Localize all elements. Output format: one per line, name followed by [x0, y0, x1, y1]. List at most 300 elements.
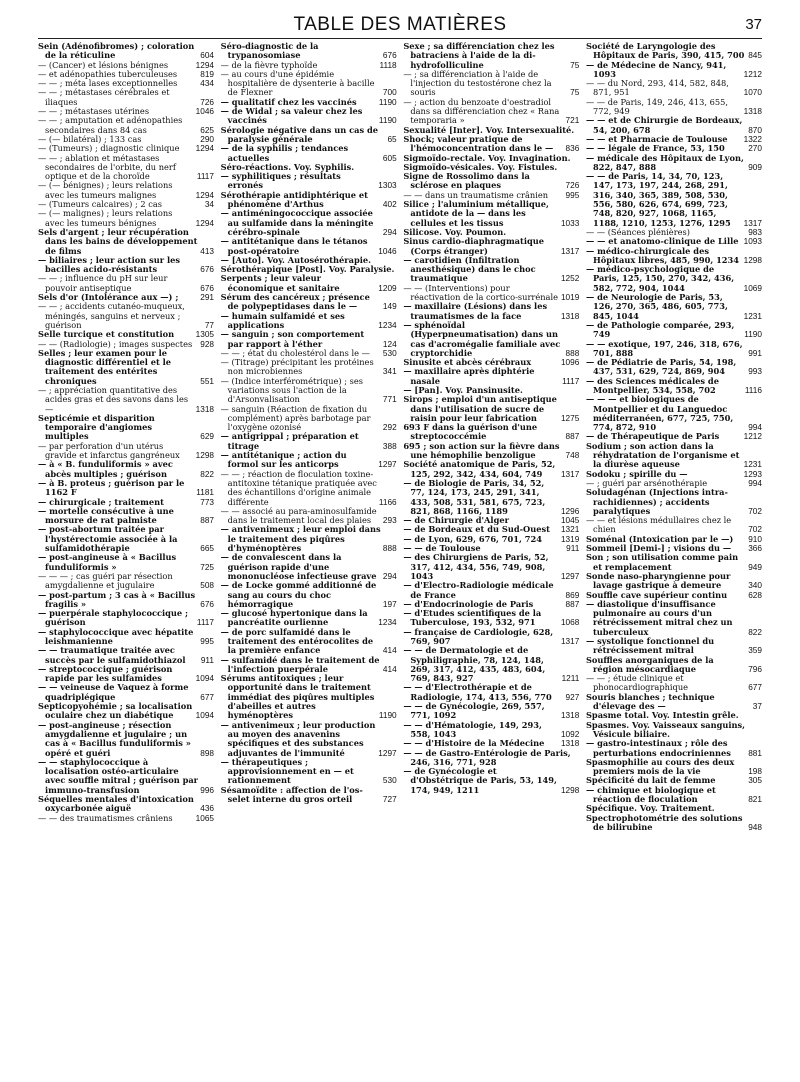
- index-entry: [221, 349, 397, 358]
- index-entry-page: 819: [200, 69, 214, 79]
- index-entry: [403, 302, 579, 321]
- index-entry: [403, 98, 579, 126]
- index-entry: [586, 432, 762, 441]
- index-entry-text: Sésamoïdite : affection de l'os-selet interne du gros orteil: [220, 785, 363, 805]
- index-entry-page: 1190: [378, 116, 397, 126]
- index-entry-page: 994: [748, 478, 762, 488]
- index-entry-page: 1294: [195, 218, 214, 228]
- index-entry-text: — ; action du benzoate d'oestradiol dans sa différenciation chez « Rana temporaria »: [403, 97, 560, 126]
- index-entry: [221, 274, 397, 293]
- index-entry: [586, 721, 762, 740]
- index-entry: [403, 749, 579, 768]
- index-entry: [221, 721, 397, 758]
- index-entry-text: Sein (Adénofibromes) ; coloration de la réticuline: [38, 42, 195, 61]
- index-entry: [586, 516, 762, 535]
- index-entry: [221, 126, 397, 145]
- index-entry: [38, 414, 214, 442]
- index-entry-page: 270: [748, 144, 762, 154]
- index-entry-text: — — et anatomo-clinique de Lille: [585, 237, 739, 247]
- index-entry: [403, 70, 579, 98]
- index-column-3: [403, 42, 579, 1074]
- index-entry-page: 1298: [560, 785, 580, 795]
- index-entry: [403, 135, 579, 154]
- index-entry-text: Serpents ; leur valeur économique et sanitaire: [220, 274, 340, 293]
- index-entry-text: — puerpérale staphylococcique ; guérison: [38, 609, 189, 628]
- index-entry: [38, 683, 214, 702]
- index-entry-text: — antiméningococcique associée au sulfamide dans la méningite cérébro-spinale: [220, 209, 374, 237]
- index-entry-text: — médicale des Hôpitaux de Lyon, 822, 847, 888: [585, 153, 744, 172]
- index-entry: [38, 181, 214, 200]
- index-entry-text: Sirops ; emploi d'un antiseptique dans l'utilisation de sucre de raisin pour leur fabrication: [403, 395, 557, 423]
- index-entry: [38, 79, 214, 88]
- index-entry-text: — et adénopathies tuberculeuses: [38, 69, 178, 79]
- index-entry: [586, 814, 762, 833]
- index-entry: [38, 525, 214, 553]
- index-entry-text: — post-abortum traitée par l'hystérectomie associée à la sulfamidothérapie: [38, 525, 178, 554]
- index-entry-text: — — de Dermatologie et de Syphiligraphie, 78, 124, 148, 269, 317, 412, 435, 483, 604, 769, 843, 927: [403, 646, 546, 684]
- index-entry: [221, 163, 397, 172]
- index-entry-page: 995: [200, 637, 214, 646]
- index-entry-page: 1305: [195, 330, 214, 340]
- index-entry-page: 676: [200, 265, 214, 275]
- index-entry-text: — antitétanique dans le tétanos post-opératoire: [220, 237, 368, 256]
- index-entry-page: 530: [382, 776, 397, 786]
- index-entry-page: 198: [748, 767, 762, 777]
- index-entry-text: 693 F dans la guérison d'une streptococcémie: [403, 423, 538, 442]
- index-entry: [586, 237, 762, 246]
- index-entry-text: — — — et biologiques de Montpellier et du Languedoc méditerranéen, 677, 725, 750, 774, 872, 910: [585, 395, 734, 433]
- index-entry-page: 1234: [378, 320, 397, 330]
- index-entry: [403, 609, 579, 628]
- index-entry: [586, 488, 762, 516]
- index-entry: [586, 135, 762, 144]
- index-entry-page: 1294: [195, 144, 214, 154]
- index-entry-text: — chimique et biologique et réaction de floculation: [585, 785, 716, 805]
- index-entry-text: Sérums antitoxiques ; leur opportunité dans le traitement immédiat des piqûres multiples d'abeilles et autres hyménoptères: [220, 674, 375, 721]
- index-entry-text: — syphilitiques ; résultats erronés: [220, 172, 341, 191]
- index-entry-text: — — des traumatismes crâniens: [38, 813, 173, 823]
- index-entry-text: — sanguin ; son comportement par rapport à l'éther: [220, 330, 365, 349]
- index-entry: [403, 367, 579, 386]
- index-entry-page: 727: [382, 795, 397, 805]
- index-entry: [403, 535, 579, 544]
- index-entry: [403, 126, 579, 135]
- index-entry-text: — — légale de France, 53, 150: [585, 144, 725, 154]
- index-entry: [221, 42, 397, 61]
- index-entry-text: Signe de Rossolimo dans la sclérose en plaques: [403, 172, 530, 191]
- index-entry-page: 1296: [560, 506, 580, 516]
- index-entry-page: 676: [200, 283, 214, 293]
- index-entry-page: 290: [200, 134, 214, 144]
- index-entry-page: 37: [752, 702, 762, 712]
- index-entry-page: 1317: [743, 218, 762, 228]
- index-entry: [38, 507, 214, 526]
- index-entry-text: — — dans un traumatisme crânien: [403, 190, 549, 200]
- index-entry-page: 721: [565, 116, 580, 126]
- index-entry-text: — antigrippal ; préparation et titrage: [220, 432, 359, 451]
- index-entry-text: — à « B. funduliformis » avec abcès multiples ; guérison: [38, 460, 173, 479]
- index-entry: [586, 116, 762, 135]
- index-entry: [586, 674, 762, 693]
- index-entry: [38, 302, 214, 330]
- index-entry: [586, 600, 762, 637]
- index-entry-text: — — de Paris, 14, 34, 70, 123, 147, 173, 197, 244, 268, 291, 316, 340, 365, 389, 508, 530, 556, 580, 626, 674, 699, 723, 748, 820, 927, 1068, 1165, 1188, 1210, 1253, 1276, 1295: [585, 172, 731, 228]
- index-entry-page: 910: [748, 534, 762, 544]
- index-entry: [403, 228, 579, 237]
- index-entry: [403, 581, 579, 600]
- index-entry-page: 887: [565, 432, 580, 442]
- index-entry: [586, 377, 762, 396]
- index-entry-page: 1166: [378, 497, 397, 507]
- index-entry: [586, 591, 762, 600]
- index-entry-text: — maxillaire (Lésions) dans les traumatismes de la face: [403, 302, 548, 321]
- index-entry: [403, 163, 579, 172]
- index-entry-page: 1117: [196, 172, 214, 182]
- index-entry: [586, 776, 762, 785]
- index-entry: [403, 525, 579, 534]
- index-entry-text: — — ; réaction de floculation toxine-antitoxine tétanique pratiquée avec des échantillons d'origine animale différente: [220, 469, 377, 507]
- index-entry-page: 1231: [743, 460, 762, 470]
- index-entry-page: 994: [748, 423, 762, 433]
- index-entry-text: — qualitatif chez les vaccinés: [220, 97, 357, 107]
- index-entry: [403, 256, 579, 284]
- index-entry: [586, 98, 762, 117]
- index-entry-text: — de Gynécologie et d'Obstétrique de Paris, 53, 149, 174, 949, 1211: [403, 767, 557, 795]
- index-entry: [38, 442, 214, 461]
- index-entry-page: 1297: [378, 748, 397, 758]
- index-entry-page: 1212: [743, 432, 762, 442]
- index-entry: [586, 340, 762, 359]
- index-entry: [38, 228, 214, 256]
- index-entry-page: 1070: [743, 88, 762, 98]
- index-entry: [221, 98, 397, 107]
- index-entry-text: — de Médecine de Nancy, 941, 1093: [585, 60, 727, 79]
- index-entry: [586, 758, 762, 777]
- index-entry-page: 1297: [560, 571, 580, 581]
- index-entry: [221, 312, 397, 331]
- index-entry: [586, 786, 762, 805]
- index-entry-page: 1252: [560, 274, 580, 284]
- index-entry: [221, 674, 397, 720]
- index-entry-text: — antitétanique ; action du formol sur les anticorps: [220, 451, 347, 470]
- index-entry-page: 1275: [560, 413, 580, 423]
- index-entry-text: Selles ; leur examen pour le diagnostic différentiel et le traitement des entérites chroniques: [38, 348, 172, 386]
- index-entry: [38, 116, 214, 135]
- index-entry-page: 434: [200, 79, 214, 89]
- index-entry-text: — — ; accidents cutanéo-muqueux, méningés, sanguins et nerveux ; guérison: [38, 302, 185, 330]
- index-entry: [38, 144, 214, 153]
- index-entry: [403, 358, 579, 367]
- index-entry: [38, 154, 214, 182]
- index-entry-text: — de convalescent dans la guérison rapide d'une mononucléose infectieuse grave: [220, 553, 377, 581]
- index-entry: [38, 609, 214, 628]
- index-entry-page: 414: [382, 664, 397, 674]
- index-entry-page: 821: [748, 795, 762, 805]
- index-entry-text: Spasmophilie au cours des deux premiers mois de la vie: [585, 757, 735, 777]
- index-entry-text: — à B. proteus ; guérison par le 1162 F: [38, 478, 185, 498]
- index-entry-page: 1211: [561, 674, 580, 684]
- index-entry-page: 911: [566, 544, 580, 554]
- index-entry-text: — — (Interventions) pour réactivation de la cortico-surrénale: [403, 283, 558, 303]
- index-entry-page: 1298: [195, 451, 214, 461]
- index-entry-text: — — ; méta lases exceptionnelles: [38, 79, 178, 89]
- index-entry-page: 1117: [196, 618, 214, 628]
- index-entry-page: 1297: [378, 460, 397, 470]
- index-entry: [403, 516, 579, 525]
- index-entry-text: — sphénoïdal (Hyperpneumatisation) dans un cas d'acromégalie familiale avec cryptorchidie: [403, 320, 561, 358]
- index-entry: [403, 628, 579, 647]
- index-entry-page: 1318: [560, 739, 580, 749]
- index-entry-page: 605: [382, 153, 397, 163]
- index-entry-page: 1318: [195, 404, 214, 414]
- index-entry-page: 65: [387, 134, 397, 144]
- index-entry-page: 629: [200, 432, 214, 442]
- index-entry: [38, 349, 214, 386]
- index-entry-page: 292: [382, 423, 397, 433]
- index-entry-text: — (Cancer) et lésions bénignes: [38, 60, 169, 70]
- index-entry: [586, 711, 762, 720]
- index-entry-page: 677: [200, 692, 214, 702]
- index-entry-page: 676: [200, 599, 214, 609]
- index-entry: [221, 609, 397, 628]
- index-entry-page: 1094: [195, 711, 214, 721]
- index-entry: [221, 358, 397, 377]
- index-entry: [403, 739, 579, 748]
- index-entry: [38, 572, 214, 591]
- index-entry: [586, 144, 762, 153]
- index-entry: [586, 637, 762, 656]
- index-entry: [221, 581, 397, 609]
- index-entry: [221, 293, 397, 312]
- index-entry: [221, 432, 397, 451]
- index-entry-page: 291: [200, 293, 214, 303]
- index-entry: [221, 451, 397, 470]
- index-entry-text: — — ; amputation et adénopathies secondaires dans 84 cas: [38, 116, 183, 135]
- index-entry-text: — — et lésions médullaires chez le chien: [585, 516, 732, 535]
- index-entry-text: — ; sa différenciation à l'aide de l'injection du testostérone chez la souris: [403, 69, 552, 98]
- index-entry: [38, 460, 214, 479]
- index-entry-page: 508: [200, 581, 214, 591]
- index-entry-text: — antivenimeux ; leur emploi dans le traitement des piqûres d'hyménoptères: [220, 525, 381, 554]
- index-entry: [586, 265, 762, 293]
- index-entry-text: — de Pathologie comparée, 293, 749: [585, 320, 735, 340]
- index-entry-text: — (Titrage) précipitant les protéines non microbiennes: [220, 358, 374, 377]
- index-entry-page: 1298: [743, 255, 762, 265]
- index-entry-text: — — d'Histoire de la Médecine: [403, 739, 545, 749]
- index-entry: [586, 395, 762, 432]
- index-entry: [586, 572, 762, 591]
- index-entry-text: — — staphylococcique à localisation ostéo-articulaire avec souffle mitral ; guérison par immuno-transfusion: [38, 757, 199, 795]
- index-entry-text: — carotidien (Infiltration anesthésique) dans le choc traumatique: [403, 255, 536, 284]
- index-entry-text: — humain sulfamidé et ses applications: [220, 311, 345, 330]
- index-entry-page: 1234: [378, 618, 397, 628]
- index-entry-text: — — ; métastases utérines: [38, 107, 150, 117]
- index-entry-text: — sanguin (Réaction de fixation du complément) après barbotage par l'oxygène ozonisé: [220, 404, 371, 433]
- index-entry-page: 1065: [195, 813, 214, 823]
- index-entry: [221, 786, 397, 805]
- index-entry: [221, 265, 397, 274]
- index-entry: [403, 386, 579, 395]
- index-entry: [403, 702, 579, 721]
- index-entry: [586, 172, 762, 228]
- index-entry-page: 124: [382, 339, 397, 349]
- index-entry-text: — — (Séances plénières): [585, 227, 690, 237]
- index-entry-text: — (Tumeurs) ; diagnostic clinique: [38, 144, 180, 154]
- index-entry-page: 771: [382, 395, 397, 405]
- index-entry: [221, 656, 397, 675]
- index-entry-page: 983: [748, 227, 762, 237]
- index-entry-text: — française de Cardiologie, 628, 769, 907: [403, 627, 554, 646]
- index-entry-text: — — ; ablation et métastases secondaires de l'orbite, du nerf optique et de la choroïde: [38, 153, 176, 182]
- index-entry-text: — ; appréciation quantitative des acides gras et des savons dans les —: [38, 385, 189, 414]
- index-entry-text: Selle turcique et constitution: [38, 330, 175, 340]
- index-entry: [38, 758, 214, 795]
- index-entry-text: — de Bordeaux et du Sud-Ouest: [403, 525, 550, 535]
- index-entry: [586, 544, 762, 553]
- index-entry: [403, 321, 579, 358]
- index-entry-text: — (Indice interférométrique) ; ses variations sous l'action de la d'Arsonvalisation: [220, 376, 363, 405]
- index-entry: [403, 395, 579, 423]
- index-entry: [586, 656, 762, 675]
- index-entry: [221, 377, 397, 405]
- index-entry-page: 1190: [378, 97, 397, 107]
- index-entry: [38, 795, 214, 814]
- index-entry-page: 726: [200, 97, 214, 107]
- index-entry-page: 995: [565, 190, 580, 200]
- index-entry-text: Séquelles mentales d'intoxication oxycarbonée aiguë: [38, 795, 194, 814]
- index-entry-text: — médico-chirurgicale des Hôpitaux libres, 485, 990, 1234: [585, 246, 740, 265]
- index-entry-text: — d'Études scientifiques de la Tuberculose, 193, 532, 971: [403, 609, 542, 628]
- index-entry-page: 1046: [378, 246, 397, 256]
- index-entry: [221, 237, 397, 256]
- index-entry-text: Sels d'or (Intolérance aux —) ;: [38, 293, 179, 303]
- index-entry-page: 1093: [743, 237, 762, 247]
- index-entry-text: Spécifique. Voy. Traitement.: [585, 804, 715, 814]
- index-entry-text: — — de Gynécologie, 269, 557, 771, 1092: [403, 702, 545, 721]
- index-column-2: [221, 42, 397, 1074]
- index-columns: [38, 42, 762, 1074]
- index-entry-page: 530: [382, 348, 397, 358]
- index-entry-page: 1190: [378, 711, 397, 721]
- index-entry-text: Sérologie négative dans un cas de paralysie générale: [220, 125, 378, 144]
- index-entry-page: 1317: [560, 469, 580, 479]
- index-entry-text: — [Auto]. Voy. Autosérothérapie.: [220, 255, 372, 265]
- index-entry: [221, 191, 397, 210]
- index-entry: [38, 88, 214, 107]
- page-header: [38, 10, 762, 40]
- index-entry-text: 695 ; son action sur la fièvre dans une hémophilie benzoligue: [403, 441, 560, 461]
- index-entry-text: — post-partum ; 3 cas à « Bacillus fragilis »: [38, 590, 196, 609]
- index-entry: [586, 693, 762, 712]
- index-entry-text: Sels d'argent ; leur récupération dans les bains de développement de films: [38, 227, 198, 256]
- index-entry-page: 1094: [195, 674, 214, 684]
- index-entry-page: 822: [200, 469, 214, 479]
- index-entry-text: Spasme total. Voy. Intestin grêle.: [585, 711, 739, 721]
- index-entry-text: — — veineuse de Vaquez à forme quadriplégique: [38, 683, 189, 702]
- page-number: 37: [745, 16, 762, 33]
- index-entry: [221, 107, 397, 126]
- index-entry-text: Silice ; l'aluminium métallique, antidote de la — dans les cellules et les tissus: [403, 200, 549, 228]
- index-entry-text: — maxillaire après diphtérie nasale: [403, 367, 535, 386]
- index-entry: [586, 358, 762, 377]
- index-entry-text: — de Widal ; sa valeur chez les vaccinés: [220, 107, 363, 126]
- index-entry: [403, 200, 579, 228]
- index-entry-text: — de Chirurgie d'Alger: [403, 516, 509, 526]
- index-entry: [38, 42, 214, 61]
- index-entry-page: 869: [565, 590, 580, 600]
- index-entry-page: 888: [382, 544, 397, 554]
- index-entry-page: 700: [382, 88, 397, 98]
- index-entry-text: Sommeil [Demi-] ; visions du —: [585, 544, 732, 554]
- index-entry-page: 1092: [560, 729, 580, 739]
- index-entry: [221, 525, 397, 553]
- index-entry: [221, 70, 397, 98]
- index-entry-page: 845: [748, 51, 762, 61]
- index-entry: [38, 702, 214, 721]
- index-entry-text: — thérapeutiques ; approvisionnement en — et rationnement: [220, 757, 354, 786]
- index-entry: [403, 172, 579, 191]
- index-entry-page: 551: [200, 376, 214, 386]
- index-entry-text: — mortelle consécutive à une morsure de rat palmiste: [38, 506, 174, 526]
- index-entry-page: 340: [748, 581, 762, 591]
- index-entry: [586, 535, 762, 544]
- index-entry-text: Société anatomique de Paris, 52, 125, 292, 342, 434, 604, 749: [403, 460, 556, 479]
- index-entry-text: — — du Nord, 293, 414, 582, 848, 871, 951: [585, 79, 729, 98]
- index-entry-page: 822: [748, 627, 762, 637]
- index-entry-text: Spasmes. Voy. Vaisseaux sanguins, Vésicule biliaire.: [585, 720, 745, 739]
- index-entry-page: 197: [382, 599, 397, 609]
- index-entry-page: 1118: [379, 60, 397, 70]
- index-entry: [38, 135, 214, 144]
- index-entry-page: 898: [200, 748, 214, 758]
- index-entry: [586, 739, 762, 758]
- index-entry-page: 1068: [560, 618, 580, 628]
- index-entry: [586, 470, 762, 479]
- index-entry-page: 413: [200, 246, 214, 256]
- index-entry-page: 1317: [560, 637, 580, 646]
- index-entry-page: 993: [748, 367, 762, 377]
- index-entry-page: 1019: [560, 293, 580, 303]
- index-entry: [38, 61, 214, 70]
- index-entry-page: 927: [565, 692, 580, 702]
- index-entry-text: — — exotique, 197, 246, 318, 676, 701, 888: [585, 339, 743, 358]
- index-entry: [586, 479, 762, 488]
- index-entry: [403, 600, 579, 609]
- index-entry: [38, 814, 214, 823]
- index-entry-text: Spectrophotométrie des solutions de bilirubine: [585, 813, 743, 832]
- index-entry-text: — (— bilatéral) ; 133 cas: [38, 134, 142, 144]
- index-entry-page: 881: [748, 748, 762, 758]
- index-entry-page: 1181: [196, 488, 214, 498]
- index-entry-text: — — de Toulouse: [403, 544, 481, 554]
- index-entry-page: 1209: [378, 283, 397, 293]
- index-entry-text: — post-angineuse à « Bacillus funduliformis »: [38, 553, 177, 572]
- index-entry: [221, 172, 397, 191]
- index-entry-text: — — de Paris, 149, 246, 413, 655, 772, 949: [585, 97, 729, 117]
- index-entry: [221, 553, 397, 581]
- index-entry-text: — de la syphilis ; tendances actuelles: [220, 144, 349, 163]
- index-entry-text: Silicose. Voy. Poumon.: [403, 227, 507, 237]
- index-entry-text: — staphylococcique avec hépatite leishmanienne: [38, 627, 194, 646]
- index-entry-page: 1096: [560, 358, 580, 368]
- index-entry-text: Souris blanches ; technique d'élevage des —: [585, 692, 715, 712]
- index-entry: [586, 154, 762, 173]
- index-entry: [403, 442, 579, 461]
- index-entry-page: 366: [748, 544, 762, 554]
- index-entry-page: 1319: [560, 534, 580, 544]
- index-entry-page: 1117: [562, 376, 580, 386]
- index-entry-page: 888: [565, 348, 580, 358]
